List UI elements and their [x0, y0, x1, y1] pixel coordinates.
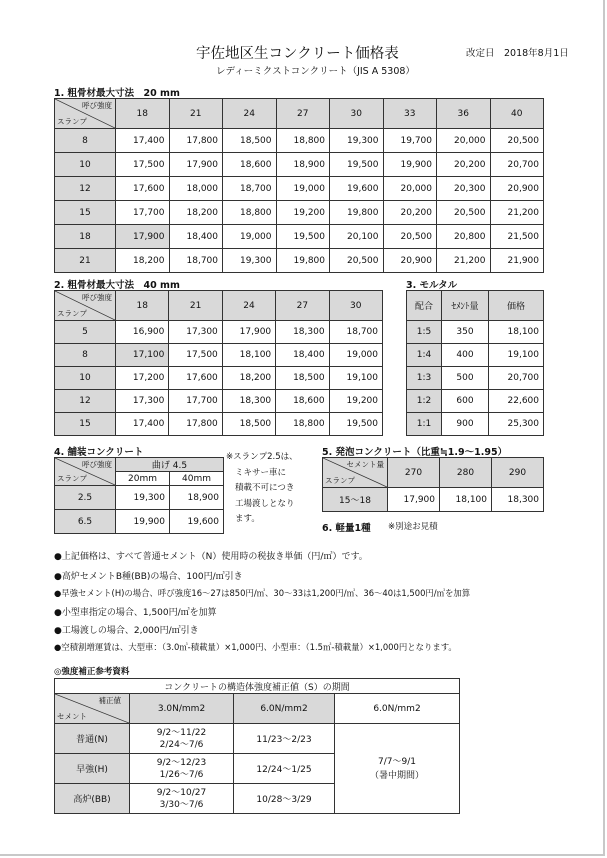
- row-header: 5: [55, 321, 116, 344]
- column-header: 24: [222, 291, 275, 321]
- table-row: [323, 488, 544, 512]
- corner-label-cement: セメント量: [346, 460, 384, 469]
- price-cell: 17,600: [116, 177, 170, 201]
- corner-label-slump: スランプ: [57, 309, 87, 318]
- table-row: [55, 413, 383, 436]
- price-cell: 18,800: [223, 201, 277, 225]
- mix-ratio: 1:4: [407, 344, 442, 367]
- price-cell: 19,300: [116, 486, 170, 510]
- column-header: 33: [383, 99, 437, 129]
- price-cell: 17,900: [169, 153, 223, 177]
- section-4-heading: 4. 舗装コンクリート: [54, 447, 144, 458]
- period-cell: 12/24～1/25: [234, 754, 335, 784]
- price-cell: 19,900: [383, 153, 437, 177]
- period-cell: 11/23～2/23: [234, 724, 335, 754]
- price-cell: 19,100: [489, 344, 544, 367]
- summer-period: 7/7～9/1: [378, 756, 416, 767]
- price-cell: 18,300: [276, 321, 329, 344]
- summer-period-label: （暑中期間）: [369, 770, 424, 781]
- price-cell: 18,600: [223, 153, 277, 177]
- column-header: 280: [440, 458, 492, 488]
- column-header: 290: [492, 458, 544, 488]
- cement-amount: 500: [442, 367, 489, 390]
- note-item: ●空積割増運賃は、大型車：（3.0㎥-積載量）×1,000円、小型車：（1.5㎥-積載量）×1,000円となります。: [54, 642, 457, 652]
- price-cell: 18,000: [169, 177, 223, 201]
- price-cell: 17,500: [169, 344, 222, 367]
- mix-ratio: 1:2: [407, 390, 442, 413]
- price-cell: 19,700: [383, 129, 437, 153]
- price-cell: 17,700: [169, 390, 222, 413]
- price-cell: 17,200: [116, 367, 169, 390]
- price-cell: 22,600: [489, 390, 544, 413]
- price-cell: 19,500: [330, 153, 384, 177]
- price-cell: 20,700: [490, 153, 544, 177]
- price-cell: 17,800: [169, 129, 223, 153]
- price-cell: 17,100: [116, 344, 169, 367]
- period-cell: 10/28～3/29: [234, 784, 335, 814]
- price-cell: 18,100: [440, 488, 492, 512]
- price-cell: 20,900: [383, 249, 437, 273]
- column-header: 27: [276, 291, 329, 321]
- table-corner-header: [55, 694, 130, 724]
- column-header: 6.0N/mm2: [335, 694, 460, 724]
- table-corner-header: [323, 458, 388, 488]
- revised-date: 改定日 2018年8月1日: [466, 48, 569, 59]
- price-cell: 18,100: [222, 344, 275, 367]
- price-cell: 20,500: [383, 225, 437, 249]
- period-line: 1/26～7/6: [159, 769, 204, 780]
- price-cell: 17,500: [116, 153, 170, 177]
- corner-label-slump: スランプ: [325, 476, 355, 485]
- price-cell: 20,900: [490, 177, 544, 201]
- price-cell: 18,100: [489, 321, 544, 344]
- price-cell: 18,900: [276, 153, 330, 177]
- corner-label-slump: スランプ: [57, 117, 87, 126]
- column-header: 40mm: [170, 472, 224, 486]
- price-cell: 21,900: [490, 249, 544, 273]
- corner-label-strength: 呼び強度: [82, 293, 112, 302]
- table-mortar: [406, 290, 544, 436]
- price-cell: 18,500: [276, 367, 329, 390]
- table-row: [55, 510, 224, 534]
- column-header: 配合: [407, 291, 442, 321]
- price-cell: 17,300: [169, 321, 222, 344]
- cement-type: 高炉(BB): [55, 784, 130, 814]
- corner-label-strength: 呼び強度: [82, 101, 112, 110]
- note-item: ●早強セメント(H)の場合、呼び強度16～27は850円/㎥、30～33は1,200円/㎥、36～40は1,500円/㎥を加算: [54, 588, 471, 598]
- price-cell: 19,900: [116, 510, 170, 534]
- period-line: 2/24～7/6: [159, 739, 204, 750]
- price-cell: 18,700: [169, 249, 223, 273]
- period-cell: [130, 784, 234, 814]
- period-line: 9/2～10/27: [156, 787, 207, 798]
- table-row: [55, 390, 383, 413]
- row-header: 8: [55, 129, 116, 153]
- mix-ratio: 1:3: [407, 367, 442, 390]
- price-cell: 19,000: [329, 344, 382, 367]
- section-2-heading: 2. 粗骨材最大寸法 40 mm: [54, 280, 180, 291]
- price-cell: 17,900: [222, 321, 275, 344]
- price-cell: 18,200: [116, 249, 170, 273]
- paving-note: [226, 450, 298, 528]
- price-cell: 20,100: [330, 225, 384, 249]
- table-aggregate-20mm: [54, 98, 544, 273]
- period-cell: [130, 724, 234, 754]
- row-header: 10: [55, 153, 116, 177]
- price-cell: 18,900: [170, 486, 224, 510]
- price-cell: 17,700: [116, 201, 170, 225]
- table-row: [55, 486, 224, 510]
- period-line: 3/30～7/6: [159, 799, 204, 810]
- price-cell: 19,800: [330, 201, 384, 225]
- price-cell: 17,400: [116, 129, 170, 153]
- column-header: 27: [276, 99, 330, 129]
- row-header: 2.5: [55, 486, 116, 510]
- row-header: 12: [55, 390, 116, 413]
- row-header: 10: [55, 367, 116, 390]
- table-title: コンクリートの構造体強度補正値（S）の期間: [55, 679, 460, 694]
- price-cell: 20,200: [383, 201, 437, 225]
- section-5-heading: 5. 発泡コンクリート（比重≒1.9～1.95）: [322, 447, 508, 458]
- table-row: [55, 344, 383, 367]
- table-row: [55, 225, 544, 249]
- period-line: 9/2～11/22: [156, 727, 207, 738]
- row-header: 8: [55, 344, 116, 367]
- note-line: 工場渡しとなり: [235, 498, 295, 509]
- section-6-note: ※別途お見積: [388, 522, 438, 532]
- price-cell: 18,800: [276, 413, 329, 436]
- column-header: 30: [329, 291, 382, 321]
- table-row: [55, 321, 383, 344]
- price-cell: 20,500: [437, 201, 491, 225]
- column-header: 20mm: [116, 472, 170, 486]
- note-item: ●工場渡しの場合、2,000円/㎥引き: [54, 626, 199, 636]
- price-cell: 20,200: [437, 153, 491, 177]
- table-row: [55, 201, 544, 225]
- price-cell: 20,700: [489, 367, 544, 390]
- column-header: 40: [490, 99, 544, 129]
- section-6-heading: 6. 軽量1種: [322, 523, 371, 534]
- price-cell: 21,500: [490, 225, 544, 249]
- price-cell: 18,600: [276, 390, 329, 413]
- price-cell: 20,000: [383, 177, 437, 201]
- table-row: [407, 321, 544, 344]
- price-cell: 16,900: [116, 321, 169, 344]
- price-cell: 19,800: [276, 249, 330, 273]
- price-cell: 18,700: [223, 177, 277, 201]
- table-row: [407, 413, 544, 436]
- price-cell: 19,600: [170, 510, 224, 534]
- table-paving-concrete: [54, 457, 224, 534]
- column-header: 24: [223, 99, 277, 129]
- period-line: 9/2～12/23: [156, 757, 207, 768]
- column-header: 18: [116, 291, 169, 321]
- price-cell: 18,500: [223, 129, 277, 153]
- price-cell: 18,800: [276, 129, 330, 153]
- table-row: [55, 367, 383, 390]
- note-item: ●小型車指定の場合、1,500円/㎥を加算: [54, 608, 217, 618]
- price-cell: 19,600: [330, 177, 384, 201]
- column-header: 270: [388, 458, 440, 488]
- price-cell: 18,200: [222, 367, 275, 390]
- table-foam-concrete: [322, 457, 544, 512]
- price-cell: 19,500: [329, 413, 382, 436]
- price-cell: 18,500: [222, 413, 275, 436]
- price-cell: 18,300: [222, 390, 275, 413]
- table-row: [55, 249, 544, 273]
- table-corner-header: [55, 458, 116, 486]
- page-subtitle: レディーミクストコンクリート（JIS A 5308）: [216, 66, 415, 77]
- price-cell: 18,400: [169, 225, 223, 249]
- table-row: [407, 367, 544, 390]
- corner-label-cement: セメント: [57, 712, 87, 721]
- price-cell: 18,300: [492, 488, 544, 512]
- table-row: [55, 129, 544, 153]
- table-corner-header: [55, 291, 116, 321]
- price-cell: 17,900: [116, 225, 170, 249]
- table-aggregate-40mm: [54, 290, 383, 436]
- price-cell: 17,300: [116, 390, 169, 413]
- price-cell: 20,000: [437, 129, 491, 153]
- cement-amount: 900: [442, 413, 489, 436]
- row-header: 21: [55, 249, 116, 273]
- period-cell: [130, 754, 234, 784]
- price-cell: 19,300: [223, 249, 277, 273]
- price-cell: 20,800: [437, 225, 491, 249]
- note-line: ミキサー車に: [235, 467, 287, 478]
- price-cell: 17,800: [169, 413, 222, 436]
- row-header: 18: [55, 225, 116, 249]
- summer-period-cell: [335, 724, 460, 814]
- cement-amount: 400: [442, 344, 489, 367]
- price-cell: 18,200: [169, 201, 223, 225]
- cement-amount: 600: [442, 390, 489, 413]
- table-row: [55, 153, 544, 177]
- price-cell: 20,300: [437, 177, 491, 201]
- row-header: 15: [55, 413, 116, 436]
- price-cell: 20,500: [330, 249, 384, 273]
- section-1-heading: 1. 粗骨材最大寸法 20 mm: [54, 88, 180, 99]
- price-cell: 19,100: [329, 367, 382, 390]
- price-cell: 17,600: [169, 367, 222, 390]
- note-line: 積載不可につき: [235, 483, 295, 493]
- cement-amount: 350: [442, 321, 489, 344]
- note-item: ●高炉セメントB種(BB)の場合、100円/㎥引き: [54, 572, 243, 582]
- column-header: 価格: [489, 291, 544, 321]
- column-header: ｾﾒﾝﾄ量: [442, 291, 489, 321]
- column-header: 3.0N/mm2: [130, 694, 234, 724]
- table-strength-correction: [54, 678, 460, 814]
- price-cell: 18,400: [276, 344, 329, 367]
- column-group-header: 曲げ 4.5: [116, 458, 224, 472]
- corner-label-correction: 補正値: [98, 696, 121, 705]
- price-cell: 25,300: [489, 413, 544, 436]
- section-3-heading: 3. モルタル: [406, 280, 458, 291]
- price-cell: 19,000: [223, 225, 277, 249]
- corner-label-slump: スランプ: [57, 474, 87, 483]
- price-cell: 19,000: [276, 177, 330, 201]
- table-row: [407, 344, 544, 367]
- cement-type: 普通(N): [55, 724, 130, 754]
- price-cell: 17,400: [116, 413, 169, 436]
- table-corner-header: [55, 99, 116, 129]
- price-cell: 18,700: [329, 321, 382, 344]
- mix-ratio: 1:1: [407, 413, 442, 436]
- column-header: 18: [116, 99, 170, 129]
- column-header: 6.0N/mm2: [234, 694, 335, 724]
- price-cell: 19,300: [330, 129, 384, 153]
- price-cell: 19,500: [276, 225, 330, 249]
- table-row: [407, 390, 544, 413]
- column-header: 36: [437, 99, 491, 129]
- row-header: 12: [55, 177, 116, 201]
- mix-ratio: 1:5: [407, 321, 442, 344]
- row-header: 15～18: [323, 488, 388, 512]
- note-line: ※スランプ2.5は、: [226, 452, 298, 462]
- column-header: 30: [330, 99, 384, 129]
- price-cell: 20,500: [490, 129, 544, 153]
- column-header: 21: [169, 291, 222, 321]
- corner-label-strength: 呼び強度: [82, 460, 112, 469]
- row-header: 6.5: [55, 510, 116, 534]
- price-cell: 21,200: [437, 249, 491, 273]
- price-cell: 21,200: [490, 201, 544, 225]
- reference-heading: ◎強度補正参考資料: [54, 667, 130, 677]
- table-row: [55, 177, 544, 201]
- row-header: 15: [55, 201, 116, 225]
- price-cell: 19,200: [329, 390, 382, 413]
- column-header: 21: [169, 99, 223, 129]
- note-item: ●上記価格は、すべて普通セメント（N）使用時の税抜き単価（円/㎥）です。: [54, 552, 368, 562]
- price-cell: 17,900: [388, 488, 440, 512]
- note-line: ます。: [235, 514, 260, 524]
- cement-type: 早強(H): [55, 754, 130, 784]
- table-row: [55, 724, 460, 754]
- page-title: 宇佐地区生コンクリート価格表: [196, 46, 399, 62]
- price-cell: 19,200: [276, 201, 330, 225]
